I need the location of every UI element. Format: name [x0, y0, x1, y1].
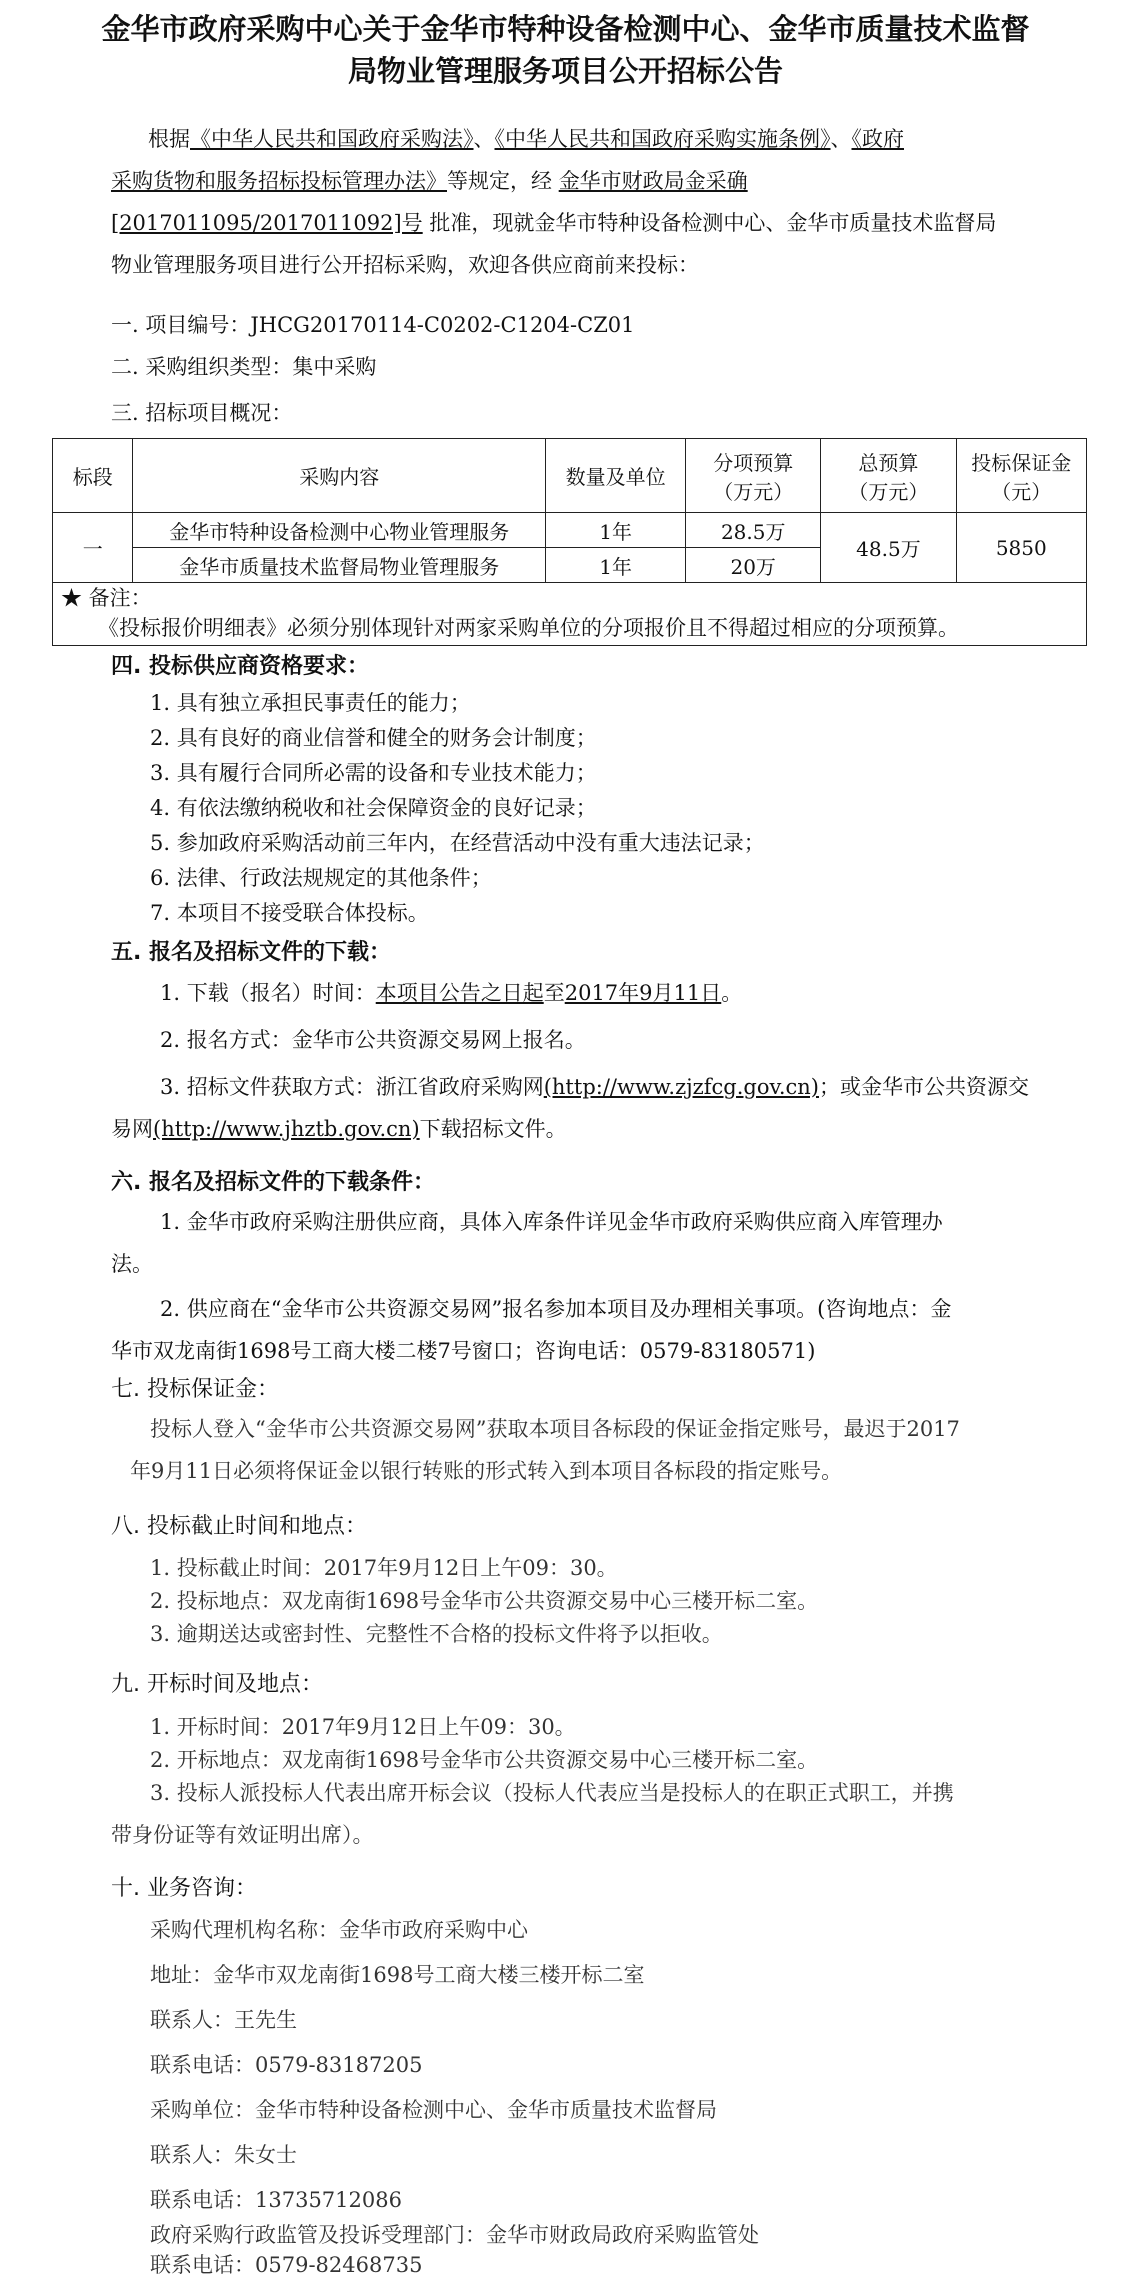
agency-contact: 联系人：王先生: [150, 2008, 297, 2032]
header-content: 采购内容: [133, 439, 546, 513]
download-time: 1. 下载（报名）时间：本项目公告之日起至2017年9月11日。: [160, 981, 743, 1005]
zjzfcg-link[interactable]: (http://www.zjzfcg.gov.cn): [543, 1075, 819, 1099]
condition-2-cont: 华市双龙南街1698号工商大楼二楼7号窗口；咨询电话：0579-83180571): [111, 1339, 816, 1363]
section-10-heading: 十. 业务咨询：: [111, 1876, 257, 1901]
item-budget-cell: 20万: [686, 548, 821, 583]
opening-location: 2. 开标地点：双龙南街1698号金华市公共资源交易中心三楼开标二室。: [150, 1748, 819, 1772]
list-item: 7. 本项目不接受联合体投标。: [150, 901, 429, 925]
agency-phone: 联系电话：0579-83187205: [150, 2053, 423, 2077]
section-cell: 一: [53, 513, 133, 583]
content-cell: 金华市质量技术监督局物业管理服务: [133, 548, 546, 583]
section-8-heading: 八. 投标截止时间和地点：: [111, 1514, 367, 1539]
supervision-department: 政府采购行政监管及投诉受理部门：金华市财政局政府采购监管处: [150, 2223, 759, 2247]
note-text: 《投标报价明细表》必须分别体现针对两家采购单位的分项报价且不得超过相应的分项预算。: [98, 616, 959, 640]
section-4-heading: 四. 投标供应商资格要求：: [111, 654, 370, 679]
opening-attendance-cont: 带身份证等有效证明出席）。: [111, 1823, 374, 1847]
list-item: 4. 有依法缴纳税收和社会保障资金的良好记录；: [150, 796, 597, 820]
table-note: [52, 583, 1087, 646]
law-link-bidding-measures: 《政府: [851, 127, 904, 151]
opening-attendance: 3. 投标人派投标人代表出席开标会议（投标人代表应当是投标人的在职正式职工，并携: [150, 1781, 954, 1805]
document-title-line-2: 局物业管理服务项目公开招标公告: [347, 54, 783, 88]
total-budget-cell: 48.5万: [821, 513, 956, 583]
agency-name: 采购代理机构名称：金华市政府采购中心: [150, 1918, 528, 1942]
item-budget-cell: 28.5万: [686, 513, 821, 548]
list-item: 3. 具有履行合同所必需的设备和专业技术能力；: [150, 761, 597, 785]
registration-method: 2. 报名方式：金华市公共资源交易网上报名。: [160, 1028, 586, 1052]
table-row: [53, 513, 1087, 548]
section-7-heading: 七. 投标保证金：: [111, 1377, 279, 1402]
intro-line-1: 根据《中华人民共和国政府采购法》、《中华人民共和国政府采购实施条例》、《政府: [148, 127, 904, 151]
list-item: 1. 投标截止时间：2017年9月12日上午09：30。: [150, 1556, 618, 1580]
project-number: 一. 项目编号：JHCG20170114-C0202-C1204-CZ01: [111, 313, 635, 337]
law-link-procurement-act: 《中华人民共和国政府采购法》: [190, 127, 474, 151]
section-6-heading: 六. 报名及招标文件的下载条件：: [111, 1170, 436, 1195]
list-item: 1. 具有独立承担民事责任的能力；: [150, 691, 471, 715]
header-quantity: 数量及单位: [546, 439, 686, 513]
purchaser-phone: 联系电话：13735712086: [150, 2188, 402, 2212]
approval-reference: 金华市财政局金采确: [558, 169, 748, 193]
purchaser-name: 采购单位：金华市特种设备检测中心、金华市质量技术监督局: [150, 2098, 717, 2122]
header-item-budget: 分项预算 （万元）: [686, 439, 821, 513]
header-total-budget: 总预算 （万元）: [821, 439, 956, 513]
list-item: 3. 逾期送达或密封性、完整性不合格的投标文件将予以拒收。: [150, 1622, 723, 1646]
condition-1-cont: 法。: [111, 1252, 153, 1276]
list-item: 2. 投标地点：双龙南街1698号金华市公共资源交易中心三楼开标二室。: [150, 1589, 819, 1613]
condition-1: 1. 金华市政府采购注册供应商，具体入库条件详见金华市政府采购供应商入库管理办: [160, 1210, 943, 1234]
organization-type: 二. 采购组织类型：集中采购: [111, 355, 377, 379]
deposit-cell: 5850: [956, 513, 1086, 583]
supervision-phone: 联系电话：0579-82468735: [150, 2253, 423, 2277]
opening-time: 1. 开标时间：2017年9月12日上午09：30。: [150, 1715, 576, 1739]
quantity-cell: 1年: [546, 548, 686, 583]
header-deposit: 投标保证金 （元）: [956, 439, 1086, 513]
document-access-cont: 易网(http://www.jhztb.gov.cn)下载招标文件。: [111, 1117, 567, 1141]
header-section: 标段: [53, 439, 133, 513]
purchaser-contact: 联系人：朱女士: [150, 2143, 297, 2167]
list-item: 6. 法律、行政法规规定的其他条件；: [150, 866, 492, 890]
section-9-heading: 九. 开标时间及地点：: [111, 1672, 323, 1697]
deposit-text-2: 年9月11日必须将保证金以银行转账的形式转入到本项目各标段的指定账号。: [130, 1459, 843, 1483]
table-header-row: [53, 439, 1087, 513]
project-overview-heading: 三. 招标项目概况：: [111, 401, 293, 425]
section-5-heading: 五. 报名及招标文件的下载：: [111, 940, 392, 965]
quantity-cell: 1年: [546, 513, 686, 548]
document-access: 3. 招标文件获取方式：浙江省政府采购网(http://www.zjzfcg.gov.cn)；或金华市公共资源交: [160, 1075, 1029, 1099]
law-link-implementation-regulations: 《中华人民共和国政府采购实施条例》: [494, 127, 831, 151]
agency-address: 地址：金华市双龙南街1698号工商大楼三楼开标二室: [150, 1963, 645, 1987]
intro-line-2: 采购货物和服务招标投标管理办法》等规定，经 金华市财政局金采确: [111, 169, 748, 193]
list-item: 2. 具有良好的商业信誉和健全的财务会计制度；: [150, 726, 597, 750]
bid-overview-table: [52, 438, 1087, 583]
jhztb-link[interactable]: (http://www.jhztb.gov.cn): [153, 1117, 420, 1141]
deposit-text-1: 投标人登入“金华市公共资源交易网”获取本项目各标段的保证金指定账号，最迟于2017: [150, 1417, 960, 1441]
document-title-line-1: 金华市政府采购中心关于金华市特种设备检测中心、金华市质量技术监督: [101, 12, 1030, 46]
content-cell: 金华市特种设备检测中心物业管理服务: [133, 513, 546, 548]
note-label: ★ 备注：: [61, 586, 152, 610]
intro-line-3: [2017011095/2017011092]号 批准，现就金华市特种设备检测中心、金华市质量技术监督局: [111, 211, 997, 235]
condition-2: 2. 供应商在“金华市公共资源交易网”报名参加本项目及办理相关事项。(咨询地点：金: [160, 1297, 952, 1321]
intro-line-4: 物业管理服务项目进行公开招标采购，欢迎各供应商前来投标：: [111, 253, 699, 277]
list-item: 5. 参加政府采购活动前三年内，在经营活动中没有重大违法记录；: [150, 831, 765, 855]
